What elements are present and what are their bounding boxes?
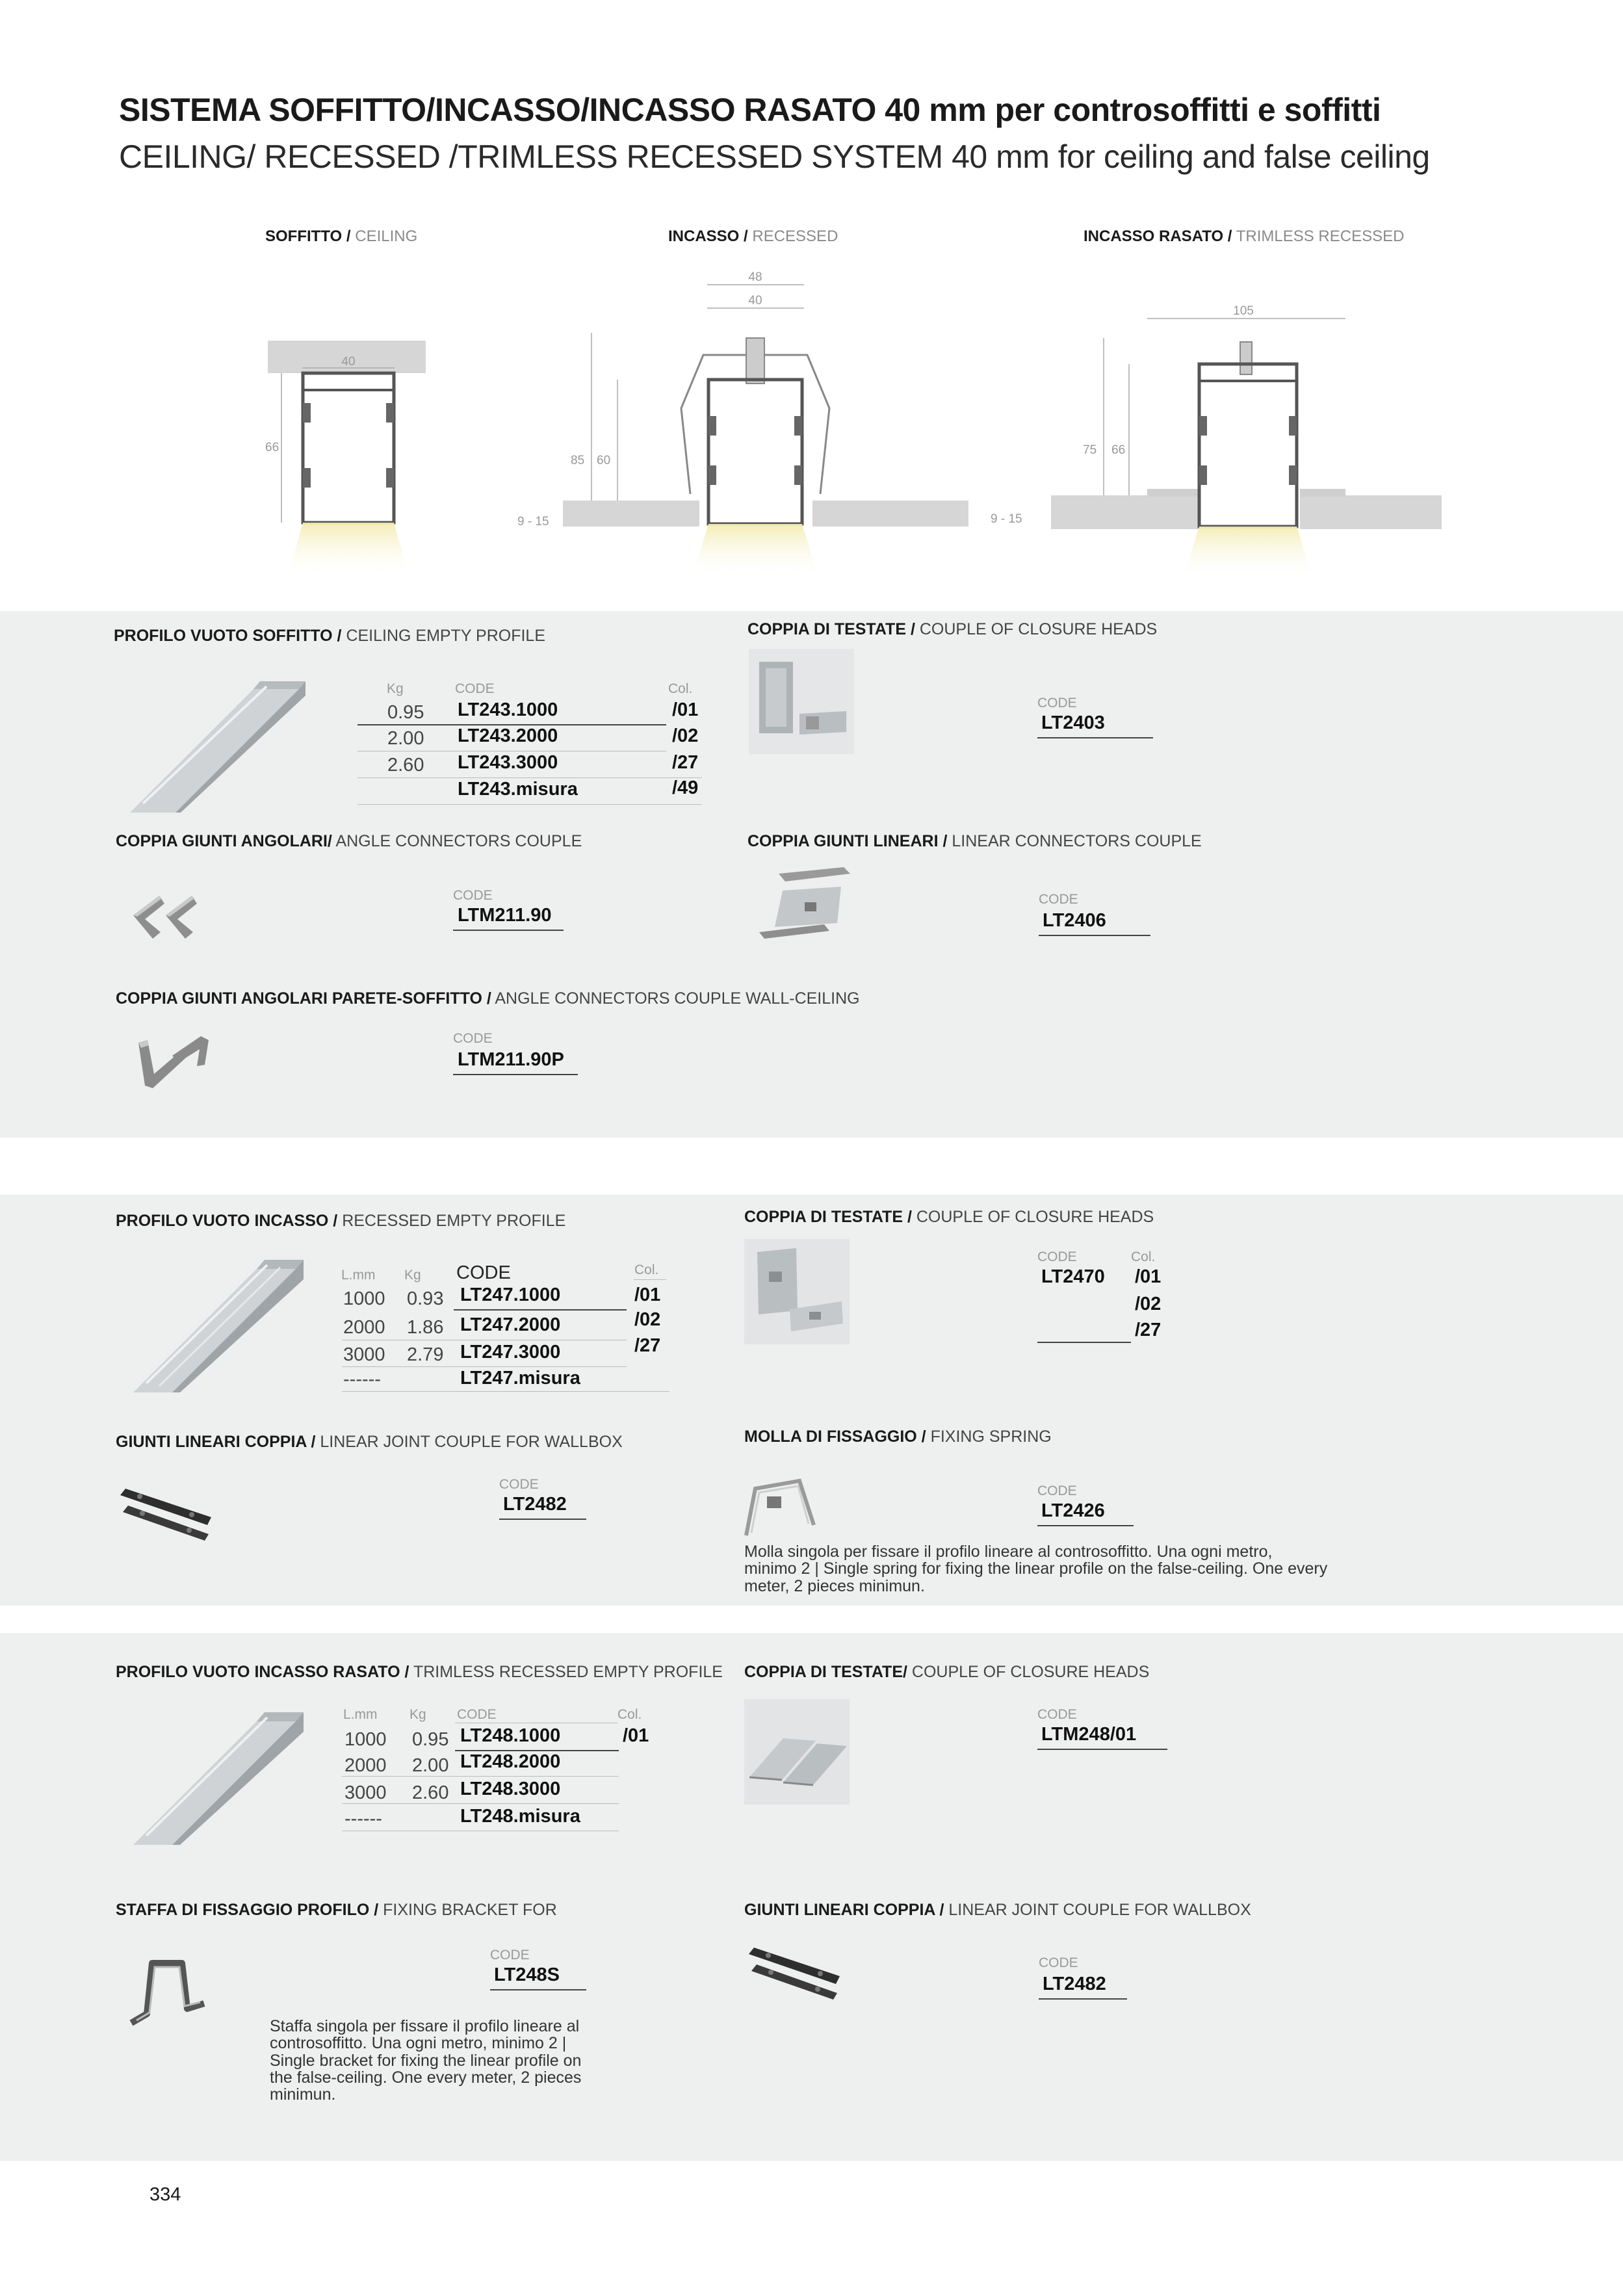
code-lt248-3000: LT248.3000: [460, 1779, 561, 1799]
code-ltm211-90p: LTM211.90P: [458, 1049, 564, 1070]
code-ltm248-01: LTM248/01: [1041, 1724, 1137, 1745]
fixing-bracket-note: Staffa singola per fissare il profilo lineare al controsoffitto. Una ogni metro, minimo 2 | Single bracket for fixing the linear profile on the false-ceiling. One every meter, 2 pieces minimun.: [270, 2017, 582, 2104]
svg-text:48: 48: [748, 270, 762, 284]
code-lt2403: LT2403: [1041, 712, 1105, 733]
recessed-heads-image: [744, 1239, 850, 1344]
ceiling-profile-image: [130, 676, 312, 813]
code-lt243-3000: LT243.3000: [458, 752, 558, 773]
trimless-heads-label: COPPIA DI TESTATE/ COUPLE OF CLOSURE HEADS: [744, 1663, 1150, 1681]
diagram-label-recessed: INCASSO / RECESSED: [668, 228, 838, 245]
wall-ceiling-connectors-image: [133, 1036, 215, 1101]
linear-connectors-label: COPPIA GIUNTI LINEARI / LINEAR CONNECTORS COUPLE: [747, 832, 1202, 850]
trimless-profile-image: [133, 1706, 309, 1845]
page-title: SISTEMA SOFFITTO/INCASSO/INCASSO RASATO 40 mm per controsoffitti e soffitti: [119, 92, 1381, 128]
code-lt247-misura: LT247.misura: [460, 1368, 580, 1389]
trimless-section-diagram: [0, 0, 1623, 585]
diagram-label-trimless: INCASSO RASATO / TRIMLESS RECESSED: [1084, 228, 1405, 245]
trimless-heads-image: [744, 1699, 850, 1805]
code-lt243-1000: LT243.1000: [458, 699, 558, 720]
code-lt243-misura: LT243.misura: [458, 779, 578, 800]
code-lt248s: LT248S: [494, 1964, 560, 1985]
angle-connectors-label: COPPIA GIUNTI ANGOLARI/ ANGLE CONNECTORS COUPLE: [116, 832, 582, 850]
svg-text:75: 75: [1083, 443, 1097, 457]
code-lt248-2000: LT248.2000: [460, 1751, 561, 1772]
code-lt2482-trimless: LT2482: [1043, 1974, 1106, 1994]
ceiling-width-dim: 40: [341, 355, 356, 369]
recessed-joint-label: GIUNTI LINEARI COPPIA / LINEAR JOINT COUPLE FOR WALLBOX: [116, 1433, 623, 1451]
svg-text:60: 60: [597, 454, 611, 467]
trimless-joint-label: GIUNTI LINEARI COPPIA / LINEAR JOINT COUPLE FOR WALLBOX: [744, 1901, 1251, 1919]
code-ltm211-90: LTM211.90: [458, 905, 552, 926]
page-subtitle: CEILING/ RECESSED /TRIMLESS RECESSED SYSTEM 40 mm for ceiling and false ceiling: [119, 138, 1430, 175]
diagram-label-ceiling: SOFFITTO / CEILING: [265, 228, 418, 245]
fixing-bracket-image: [127, 1950, 208, 2031]
svg-text:9 - 15: 9 - 15: [991, 512, 1022, 526]
code-lt2482: LT2482: [503, 1494, 567, 1515]
trimless-profile-label: PROFILO VUOTO INCASSO RASATO / TRIMLESS RECESSED EMPTY PROFILE: [116, 1663, 723, 1681]
code-lt2470: LT2470: [1041, 1266, 1105, 1287]
fixing-spring-label: MOLLA DI FISSAGGIO / FIXING SPRING: [744, 1428, 1052, 1446]
code-lt2426: LT2426: [1041, 1500, 1105, 1521]
svg-text:9 - 15: 9 - 15: [517, 515, 549, 528]
recessed-profile-label: PROFILO VUOTO INCASSO / RECESSED EMPTY PROFILE: [116, 1212, 566, 1230]
code-lt243-2000: LT243.2000: [458, 725, 558, 746]
svg-text:40: 40: [748, 294, 762, 307]
code-lt248-misura: LT248.misura: [460, 1806, 580, 1827]
page-number: 334: [149, 2184, 181, 2205]
ceiling-heads-image: [749, 649, 854, 754]
trimless-joint-image: [749, 1948, 840, 2000]
angle-connectors-image: [127, 896, 198, 941]
code-lt248-1000: LT248.1000: [460, 1725, 561, 1746]
ceiling-heads-label: COPPIA DI TESTATE / COUPLE OF CLOSURE HEADS: [747, 620, 1158, 638]
ceiling-height-dim: 66: [265, 441, 279, 454]
linear-connectors-image: [759, 867, 850, 940]
svg-text:66: 66: [1111, 443, 1126, 457]
fixing-spring-note: Molla singola per fissare il profilo lineare al controsoffitto. Una ogni metro, minimo 2 | Single spring for fixing the linear profile on the false-ceiling. One every meter, 2 pieces minimun.: [744, 1543, 1328, 1595]
fixing-spring-image: [741, 1473, 819, 1535]
recessed-heads-label: COPPIA DI TESTATE / COUPLE OF CLOSURE HEADS: [744, 1208, 1154, 1226]
code-lt2406: LT2406: [1043, 910, 1106, 931]
svg-text:85: 85: [571, 454, 585, 467]
ceiling-profile-label: PROFILO VUOTO SOFFITTO / CEILING EMPTY PROFILE: [114, 627, 545, 645]
recessed-profile-image: [133, 1253, 309, 1392]
code-lt247-1000: LT247.1000: [460, 1285, 561, 1305]
recessed-joint-image: [120, 1489, 211, 1541]
fixing-bracket-label: STAFFA DI FISSAGGIO PROFILO / FIXING BRACKET FOR: [116, 1901, 557, 1919]
svg-text:105: 105: [1233, 304, 1254, 318]
code-lt247-3000: LT247.3000: [460, 1342, 561, 1363]
code-lt247-2000: LT247.2000: [460, 1314, 561, 1335]
wall-ceiling-connectors-label: COPPIA GIUNTI ANGOLARI PARETE-SOFFITTO / ANGLE CONNECTORS COUPLE WALL-CEILING: [116, 989, 860, 1008]
